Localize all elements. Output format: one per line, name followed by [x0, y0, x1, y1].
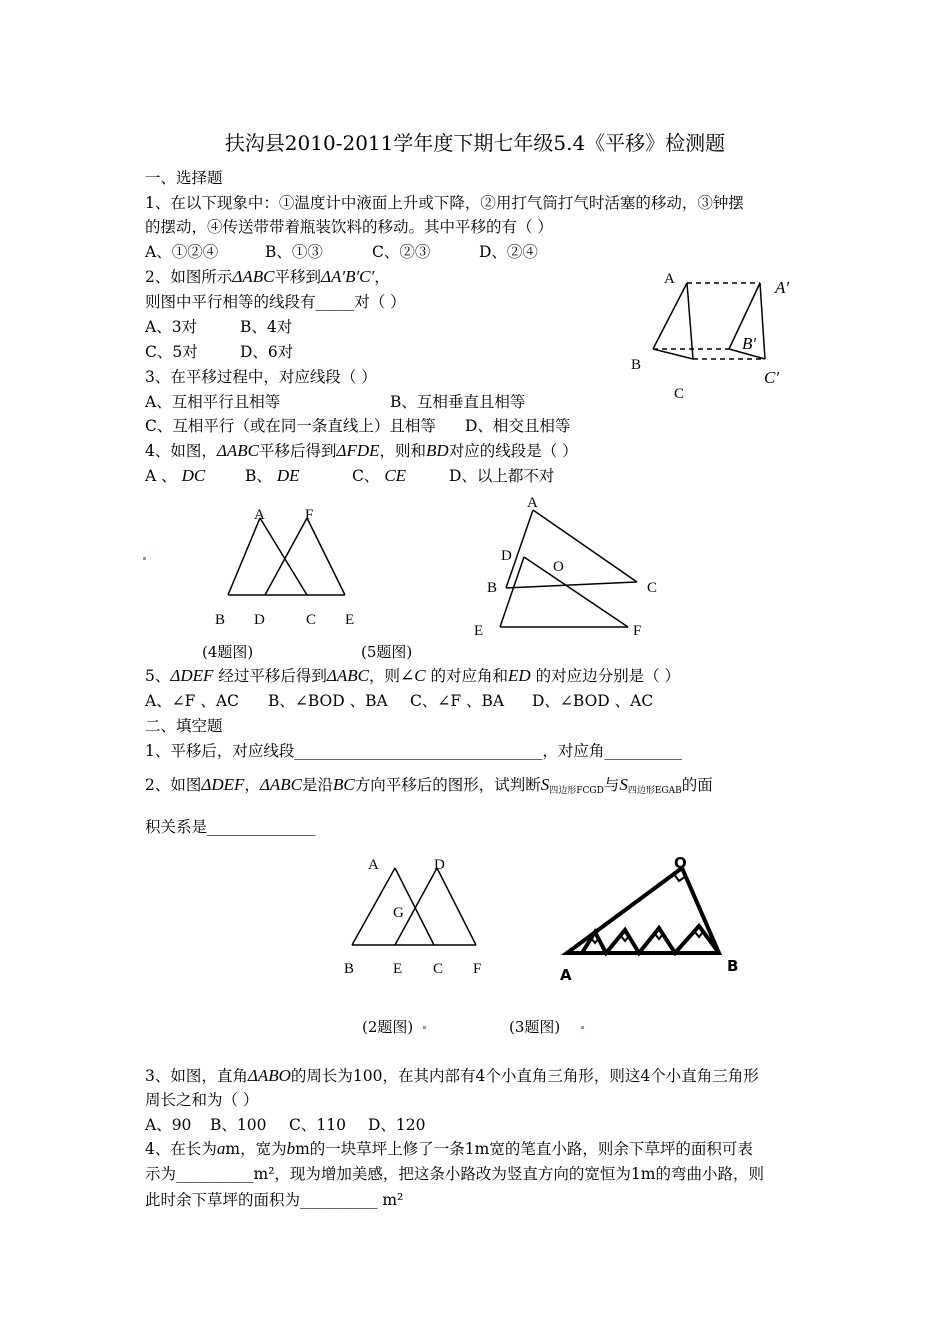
- q4-option-value: DC: [181, 466, 206, 485]
- fig4-caption: (4题图): [202, 643, 254, 661]
- fig-f2-edge: [437, 868, 476, 945]
- q4-option-value: DE: [276, 466, 300, 485]
- figure-f3: [555, 850, 755, 990]
- section-choice-heading: 一、选择题: [145, 169, 223, 187]
- q2-text: 平移到: [274, 268, 321, 286]
- q4-stem: [145, 441, 578, 461]
- fig-q5-label: C: [647, 580, 658, 596]
- f2-text: 与: [603, 776, 620, 794]
- fig-f3-right-angle: [695, 932, 703, 937]
- f3-option-a: A、90: [145, 1116, 192, 1134]
- f3-option-d: D、120: [368, 1116, 426, 1134]
- fig-q5-label: O: [553, 559, 564, 575]
- f2-math: ΔDEF: [201, 775, 245, 794]
- q4-option-prefix: B、: [245, 467, 272, 485]
- q5-text: 经过平移后得到: [218, 667, 327, 685]
- q5-text: ，则: [368, 667, 400, 685]
- q3-option-d: D、相交且相等: [465, 417, 571, 435]
- fig-f2-label: B: [344, 961, 355, 977]
- q1-option-c: C、②③: [372, 243, 431, 261]
- q4-text: 平移后得到: [258, 442, 337, 460]
- f4-text: m的一块草坪上修了一条1m宽的笔直小路，则余下草坪的面积可表: [295, 1140, 753, 1158]
- q4-math: BD: [426, 441, 449, 460]
- fig-f3-right-angle: [655, 934, 663, 939]
- f3-stem-line2: 周长之和为（ ）: [145, 1091, 259, 1109]
- fig5-caption: (5题图): [361, 643, 413, 661]
- fig-q4-label: F: [305, 507, 314, 523]
- figure-q5: [470, 490, 670, 640]
- fig-q4-edge: [228, 518, 260, 595]
- f3-stem-line1: [145, 1066, 759, 1086]
- f3-text: 3、如图，直角: [145, 1067, 248, 1085]
- q1-stem-line1: 1、在以下现象中：①温度计中液面上升或下降，②用打气筒打气时活塞的移动，③钟摆: [145, 194, 744, 212]
- f2-area-subscript: 四边形FCGD: [549, 786, 604, 796]
- fig-q4-label: D: [254, 612, 265, 628]
- fig-q2-label: B: [631, 357, 642, 373]
- fig-q4-label: B: [215, 612, 226, 628]
- q4-math: ΔABC: [216, 441, 259, 460]
- q4-option-a: [145, 466, 205, 486]
- q5-text: 的对应角和: [430, 667, 509, 685]
- fig-f3-small-triangles: [582, 926, 719, 953]
- f2-text: 的面: [681, 776, 713, 794]
- f3-math: ΔABO: [247, 1066, 291, 1085]
- q2-option-c: C、5对: [145, 343, 198, 361]
- fig-q5-label: B: [487, 580, 498, 596]
- q4-text: ，则和: [379, 442, 427, 460]
- q5-math: ∠C: [399, 666, 426, 685]
- stray-dot: [143, 557, 146, 560]
- q5-text: 5、: [145, 667, 171, 685]
- stray-dot: [423, 1026, 426, 1029]
- q2-option-a: A、3对: [145, 318, 198, 336]
- q5-option-d: D、∠BOD 、AC: [532, 692, 654, 710]
- fig-q2-label: C: [674, 386, 685, 402]
- q3-option-a: A、互相平行且相等: [145, 393, 281, 411]
- q2-option-d: D、6对: [240, 343, 294, 361]
- q5-text: 的对应边分别是（ ）: [535, 667, 681, 685]
- q2-stem-line1: [145, 267, 390, 287]
- fig-f2-label: G: [393, 905, 404, 921]
- f4-text: m，宽为: [225, 1140, 287, 1158]
- f2-math: ΔABC: [259, 775, 303, 794]
- f3-option-c: C、110: [289, 1116, 346, 1134]
- q5-math: ΔABC: [326, 666, 369, 685]
- fig-q5-edge: [500, 557, 524, 627]
- f4-stem-line1: [145, 1139, 753, 1159]
- q2-triangle-abc: ΔABC: [232, 267, 275, 286]
- q5-math: ΔDEF: [170, 666, 214, 685]
- fig-q4-label: A: [254, 507, 265, 523]
- f2-area-subscript: 四边形EGAB: [627, 786, 682, 796]
- stray-dot: [581, 1026, 584, 1029]
- figure-f2: [330, 850, 510, 990]
- f2-text: 是沿: [302, 776, 334, 794]
- q5-option-a: A、∠F 、AC: [145, 692, 239, 710]
- fig-q2-label: C′: [764, 368, 780, 387]
- fig-f2-label: E: [393, 961, 403, 977]
- q5-option-c: C、∠F 、BA: [410, 692, 505, 710]
- f2-area-symbol: S: [540, 775, 550, 794]
- fig3-caption: (3题图): [509, 1018, 561, 1036]
- fig-q2-label: A: [664, 271, 675, 287]
- q4-option-c: [352, 466, 406, 486]
- fig-q5-edge: [506, 582, 637, 588]
- q3-option-c: C、互相平行（或在同一条直线上）且相等: [145, 417, 436, 435]
- q3-option-b: B、互相垂直且相等: [390, 393, 526, 411]
- f4-var-b: b: [286, 1139, 296, 1158]
- fig2-caption: (2题图): [362, 1018, 414, 1036]
- fig-f3-label: B: [727, 957, 739, 975]
- q2-option-b: B、4对: [240, 318, 293, 336]
- fig-q4-label: E: [345, 612, 355, 628]
- fig-q5-label: D: [501, 548, 512, 564]
- fig-f2-edge: [352, 868, 395, 945]
- q2-stem-line2: 则图中平行相等的线段有_____对（ ）: [145, 293, 406, 311]
- fig-f3-label: O: [674, 854, 687, 872]
- fig-q2-label: A′: [775, 278, 790, 297]
- f1-stem: 1、平移后，对应线段________________________________，对应角__________: [145, 742, 682, 760]
- q1-option-a: A、①②④: [145, 243, 219, 261]
- fig-f3-label: A: [560, 966, 572, 984]
- f4-text: 4、在长为: [145, 1140, 217, 1158]
- fig-f2-label: C: [433, 961, 444, 977]
- fig-q5-label: E: [474, 623, 484, 639]
- f2-text: 方向平移后的图形，试判断: [354, 776, 541, 794]
- q1-option-b: B、①③: [265, 243, 323, 261]
- q4-option-b: [245, 466, 300, 486]
- f4-stem-line3: 此时余下草坪的面积为__________ m²: [145, 1191, 404, 1209]
- f2-stem-line1: [145, 775, 713, 801]
- fig-f3-right-angle: [621, 936, 629, 941]
- fig-q2-edge: [760, 283, 765, 359]
- fig-q5-edge: [524, 557, 628, 627]
- fig-q4-edge: [307, 518, 345, 595]
- q5-stem: [145, 666, 680, 686]
- fig-f2-label: F: [473, 961, 482, 977]
- f4-stem-line2: 示为__________m²，现为增加美感，把这条小路改为竖直方向的宽恒为1m的弯曲小路，则: [145, 1165, 764, 1183]
- f3-option-b: B、100: [210, 1116, 267, 1134]
- q2-triangle-abc-prime: ΔA′B′C′: [320, 267, 375, 286]
- fig-f3-right-angle: [591, 938, 599, 943]
- f2-area-symbol: S: [619, 775, 628, 794]
- q5-math: ED: [508, 666, 531, 685]
- q2-text: 2、如图所示: [145, 268, 233, 286]
- figure-q4: [200, 500, 380, 640]
- fig-q2-edge: [687, 283, 693, 359]
- fig-q2-edge: [653, 283, 687, 349]
- fig-f2-label: A: [368, 857, 379, 873]
- fig-q2-edge: [653, 349, 693, 359]
- q4-option-prefix: A 、: [145, 467, 177, 485]
- fig-q2-label: B′: [742, 334, 757, 353]
- f2-math: BC: [333, 775, 355, 794]
- q4-option-d: D、以上都不对: [449, 467, 555, 485]
- fig-q5-edge: [533, 510, 637, 582]
- section-fill-heading: 二、填空题: [145, 717, 223, 735]
- page-title: 扶沟县2010-2011学年度下期七年级5.4《平移》检测题: [224, 131, 726, 155]
- f2-text: 2、如图: [145, 776, 202, 794]
- fig-q5-label: F: [633, 623, 642, 639]
- q4-math: ΔFDE: [336, 441, 380, 460]
- fig-q5-label: A: [527, 495, 538, 511]
- f2-text: ，: [244, 776, 260, 794]
- f4-var-a: a: [216, 1139, 226, 1158]
- f3-text: 的周长为100，在其内部有4个小直角三角形，则这4个小直角三角形: [290, 1067, 759, 1085]
- q2-text: ，: [374, 268, 390, 286]
- q4-option-prefix: C、: [352, 467, 380, 485]
- fig-q4-label: C: [306, 612, 317, 628]
- q4-text: 对应的线段是（ ）: [448, 442, 578, 460]
- q5-option-b: B、∠BOD 、BA: [268, 692, 388, 710]
- figure-q2-translation: [620, 265, 800, 405]
- fig-f2-label: D: [434, 857, 445, 873]
- q4-option-value: CE: [384, 466, 407, 485]
- q3-stem: 3、在平移过程中，对应线段（ ）: [145, 368, 377, 386]
- f2-stem-line2: 积关系是______________: [145, 818, 316, 836]
- q4-text: 4、如图，: [145, 442, 217, 460]
- q1-stem-line2: 的摆动，④传送带带着瓶装饮料的移动。其中平移的有（ ）: [145, 218, 553, 236]
- q1-option-d: D、②④: [479, 243, 538, 261]
